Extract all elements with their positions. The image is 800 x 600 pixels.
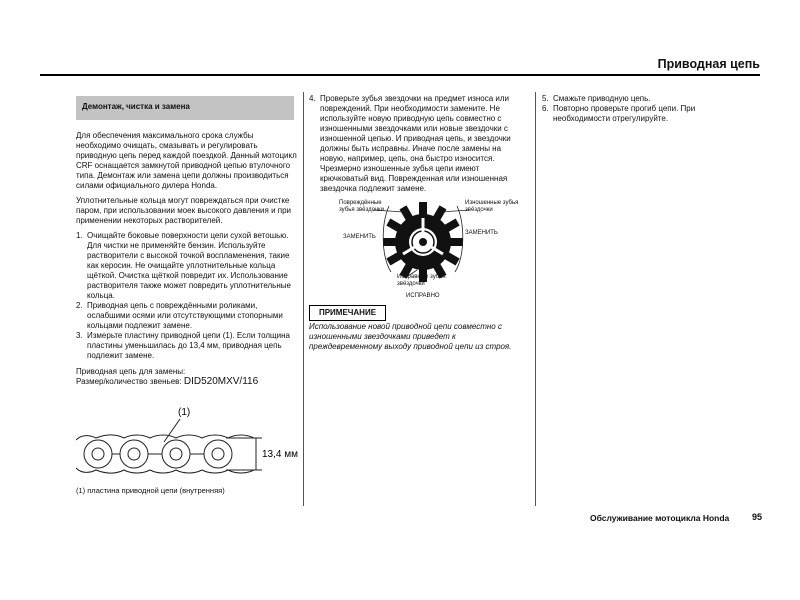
column-2: [309, 94, 527, 200]
list-item: [542, 94, 742, 104]
sprocket-diagram: [309, 194, 531, 302]
step-text: Проверьте зубья звездочки на предмет износа или повреждений. При необходимости замените. Не используйте новую приводную цепь совместно с изношенными звездочками или новые звездочки с изношенной цепью. И приводная цепь, и звездочки должны быть исправны. Иначе после замены на новую, например, цепь, она быстро износится. Чрезмерно изношенные зубья цепи имеют крючковатый вид. Поврежденная или изношенная звездочка подлежит замене.: [320, 94, 511, 193]
step-number: 1.: [76, 231, 83, 240]
damaged-teeth-label: Повреждённые зубья звёздочки: [339, 200, 384, 213]
seal-warning-paragraph: Уплотнительные кольца могут повреждаться при очистке паром, при использовании моек высокого давления и при применении некоторых растворителей.: [76, 196, 292, 225]
note-label: ПРИМЕЧАНИЕ: [309, 305, 386, 321]
section-heading-bar: [76, 96, 294, 120]
good-teeth-label: Исправные зубья звёздочки: [397, 274, 446, 287]
steps-list: [309, 94, 527, 194]
replacement-chain-label: Приводная цепь для замены:: [76, 367, 186, 376]
steps-list: [76, 231, 298, 361]
plate-dimension: 13,4 мм: [262, 449, 298, 460]
footer-title: Обслуживание мотоцикла Honda: [590, 513, 730, 523]
chain-plate-diagram: [76, 402, 298, 486]
list-item: [76, 231, 298, 301]
list-item: [309, 94, 527, 194]
chain-size-value: DID520MXV/116: [183, 376, 259, 387]
worn-teeth-label: Изношенные зубья звёздочки: [465, 200, 519, 213]
intro-paragraph: Для обеспечения максимального срока службы необходимо очищать, смазывать и регулировать приводную цепь перед каждой поездкой. Данный мотоцикл CRF оснащается замкнутой приводной цепью втулочного типа. Демонтаж или замена цепи должны производиться силами официального дилера Honda.: [76, 131, 297, 190]
column-3: [542, 94, 742, 130]
chain-plate-drawing: [76, 419, 262, 473]
replace-right-label: ЗАМЕНИТЬ: [465, 230, 498, 236]
page-title: Приводная цепь: [657, 57, 760, 71]
step-text: Повторно проверьте прогиб цепи. При необходимости отрегулируйте.: [553, 104, 696, 123]
step-text: Смажьте приводную цепь.: [553, 94, 651, 103]
plate-callout: (1): [178, 407, 191, 418]
step-text: Очищайте боковые поверхности цепи сухой ветошью. Для чистки не применяйте бензин. Используйте растворители с высокой точкой воспламенения, такие как керосин. Не очищайте уплотнительные кольца щёткой. Очистка щёткой повредит их. Использование растворителя также может повредить уплотнительные кольца.: [87, 231, 291, 300]
steps-list: [542, 94, 742, 124]
chain-diagram-caption: (1) пластина приводной цепи (внутренняя): [76, 486, 225, 495]
step-number: 5.: [542, 94, 549, 103]
column-divider: [303, 92, 304, 506]
list-item: [76, 301, 298, 331]
step-number: 6.: [542, 104, 549, 113]
list-item: [542, 104, 742, 124]
page-number: 95: [752, 512, 763, 522]
header-rule: [40, 74, 760, 76]
step-number: 2.: [76, 301, 83, 310]
chain-size-line: [76, 377, 298, 387]
note-text: Использование новой приводной цепи совместно с изношенными звездочками приведет к преждевременному выходу приводной цепи из строя.: [309, 322, 512, 351]
step-text: Измерьте пластину приводной цепи (1). Если толщина пластины уменьшилась до 13,4 мм, приводная цепь подлежит замене.: [87, 331, 290, 360]
chain-size-label: Размер/количество звеньев:: [76, 377, 182, 386]
column-1: [76, 131, 298, 387]
step-text: Приводная цепь с повреждёнными роликами, ослабшими осями или отсутствующими стопорными кольцами подлежит замене.: [87, 301, 283, 330]
step-number: 4.: [309, 94, 316, 103]
column-divider: [535, 92, 536, 506]
ok-label: ИСПРАВНО: [406, 293, 440, 299]
replace-left-label: ЗАМЕНИТЬ: [343, 234, 376, 240]
step-number: 3.: [76, 331, 83, 340]
list-item: [76, 331, 298, 361]
section-heading: Демонтаж, чистка и замена: [82, 102, 190, 111]
sprocket-icon: [383, 202, 463, 282]
